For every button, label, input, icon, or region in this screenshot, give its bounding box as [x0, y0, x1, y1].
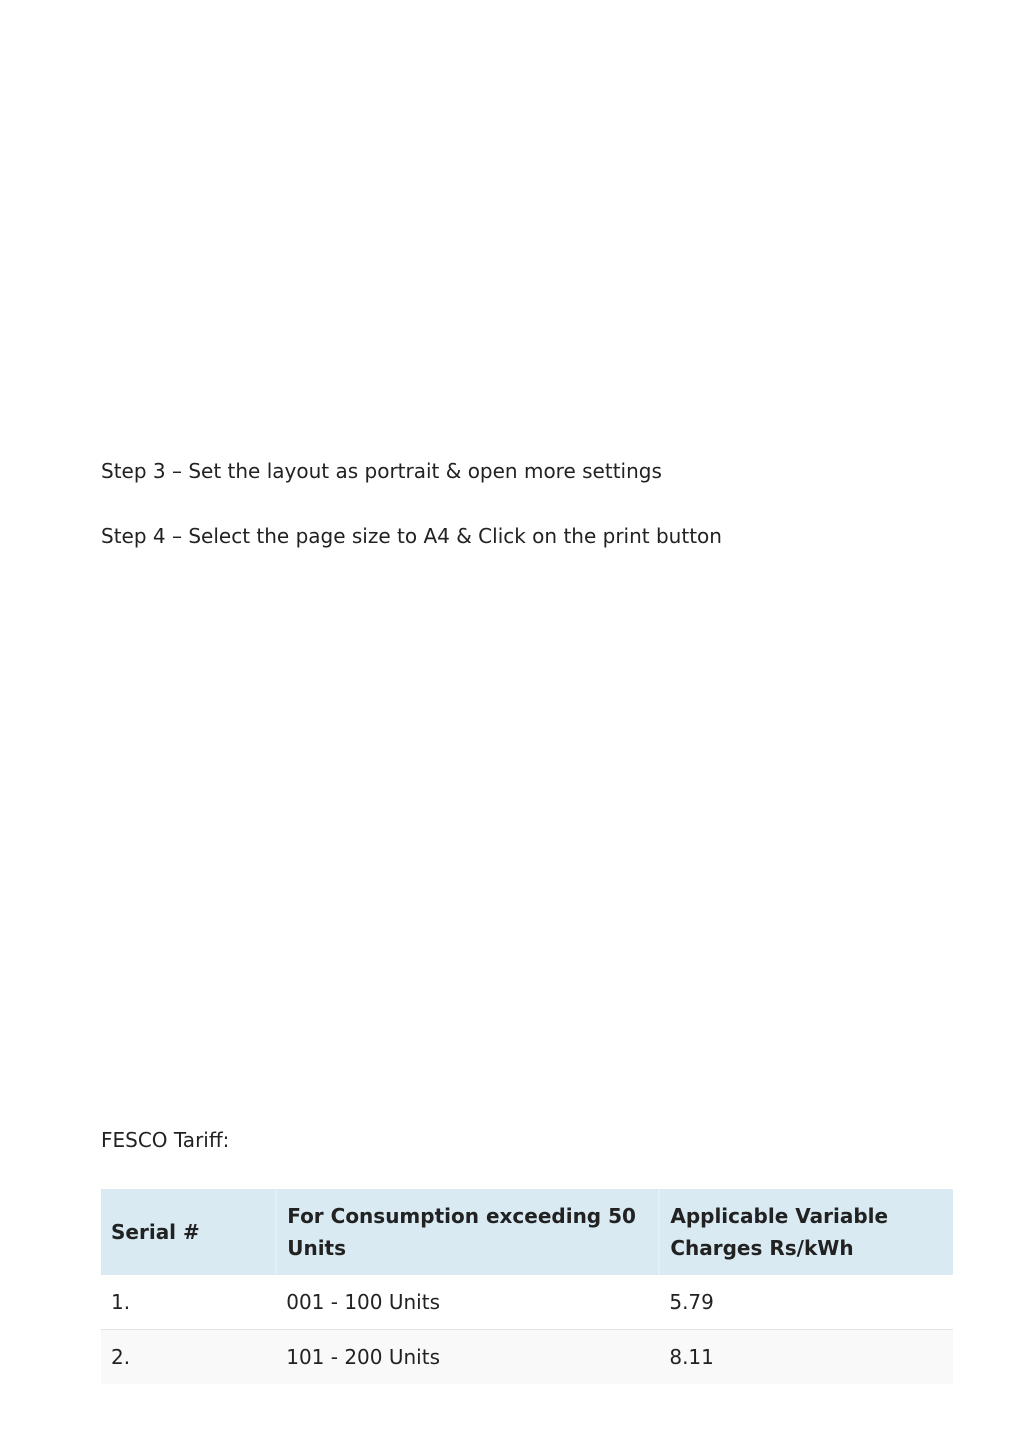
- step-4-instruction: Step 4 – Select the page size to A4 & Click on the print button: [101, 524, 722, 548]
- table-row: [101, 1330, 953, 1385]
- cell-serial: 2.: [101, 1330, 276, 1385]
- tariff-table: [101, 1189, 953, 1384]
- table-header-row: [101, 1189, 953, 1275]
- cell-consumption: 101 - 200 Units: [276, 1330, 659, 1385]
- tariff-heading: FESCO Tariff:: [101, 1128, 230, 1152]
- cell-serial: 1.: [101, 1275, 276, 1330]
- cell-charge: 5.79: [659, 1275, 953, 1330]
- cell-charge: 8.11: [659, 1330, 953, 1385]
- cell-consumption: 001 - 100 Units: [276, 1275, 659, 1330]
- column-header-charges: Applicable Variable Charges Rs/kWh: [659, 1189, 953, 1275]
- table-row: [101, 1275, 953, 1330]
- column-header-serial: Serial #: [101, 1189, 276, 1275]
- step-3-instruction: Step 3 – Set the layout as portrait & open more settings: [101, 459, 662, 483]
- column-header-consumption: For Consumption exceeding 50 Units: [276, 1189, 659, 1275]
